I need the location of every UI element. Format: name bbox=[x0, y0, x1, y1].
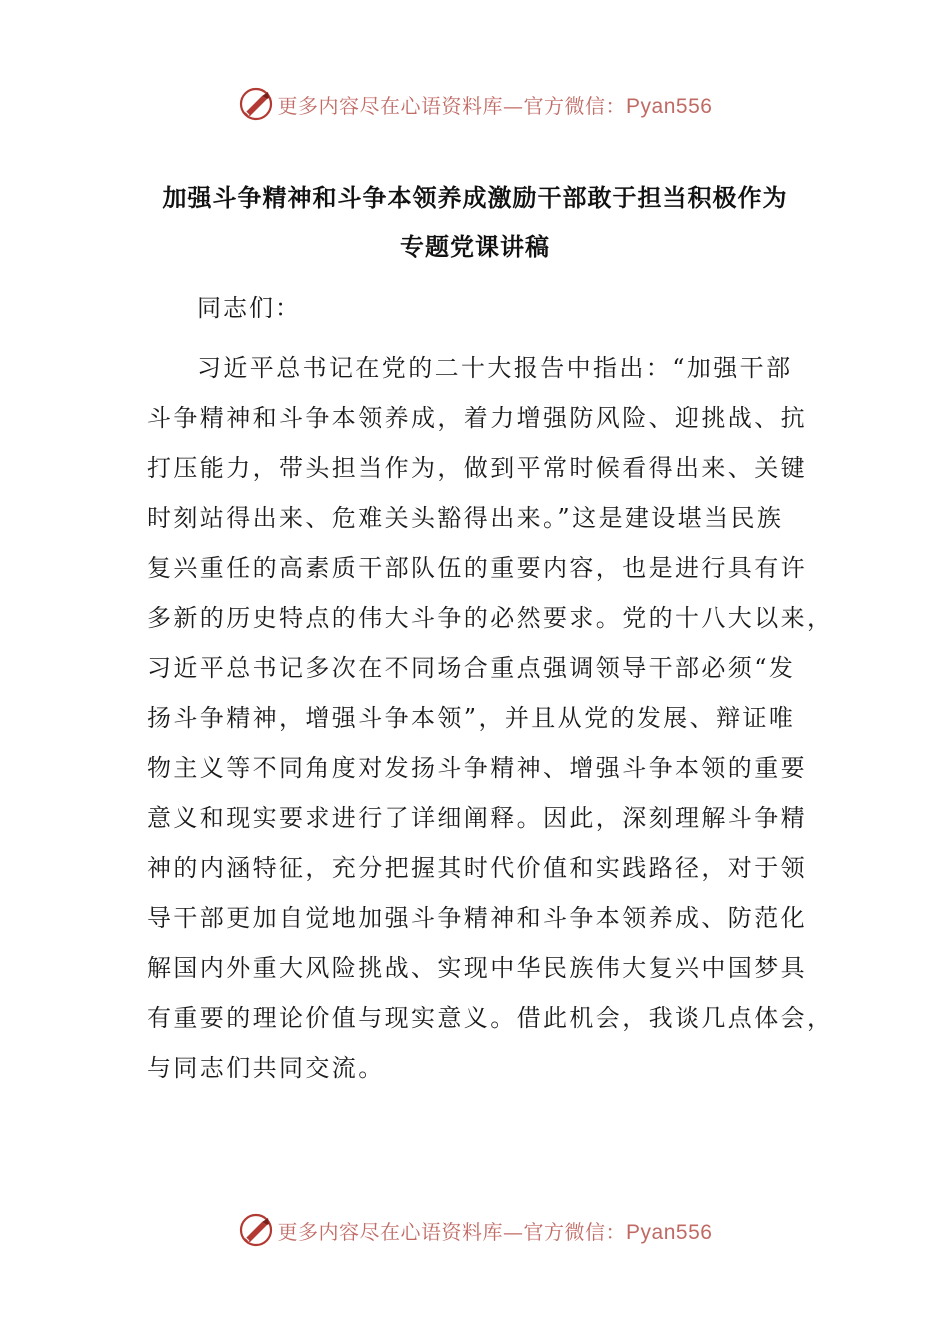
paragraph-line: 复兴重任的高素质干部队伍的重要内容，也是进行具有许 bbox=[147, 554, 807, 582]
watermark-header bbox=[0, 84, 950, 124]
watermark-text-cn: 更多内容尽在心语资料库—官方微信： bbox=[277, 1219, 627, 1244]
watermark-text-cn: 更多内容尽在心语资料库—官方微信： bbox=[277, 93, 627, 118]
paragraph-line: 习近平总书记多次在不同场合重点强调领导干部必须“发 bbox=[147, 654, 796, 682]
document-title-line-2: 专题党课讲稿 bbox=[400, 233, 550, 261]
watermark-wechat-id: Pyan556 bbox=[626, 94, 713, 118]
paragraph-line: 多新的历史特点的伟大斗争的必然要求。党的十八大以来， bbox=[147, 604, 834, 632]
watermark-text bbox=[278, 90, 713, 119]
paragraph-line: 意义和现实要求进行了详细阐释。因此，深刻理解斗争精 bbox=[147, 804, 807, 832]
paragraph-line: 有重要的理论价值与现实意义。借此机会，我谈几点体会， bbox=[147, 1004, 834, 1032]
paragraph-line: 时刻站得出来、危难关头豁得出来。”这是建设堪当民族 bbox=[147, 504, 784, 532]
paragraph-line: 神的内涵特征，充分把握其时代价值和实践路径，对于领 bbox=[147, 854, 807, 882]
document-title-line-1: 加强斗争精神和斗争本领养成激励干部敢于担当积极作为 bbox=[162, 184, 788, 212]
body-paragraph bbox=[147, 348, 834, 1098]
paragraph-line: 物主义等不同角度对发扬斗争精神、增强斗争本领的重要 bbox=[147, 754, 807, 782]
paragraph-line: 打压能力，带头担当作为，做到平常时候看得出来、关键 bbox=[147, 454, 807, 482]
watermark-footer bbox=[0, 1210, 950, 1250]
watermark-wechat-id: Pyan556 bbox=[626, 1220, 713, 1244]
paragraph-line: 与同志们共同交流。 bbox=[147, 1054, 385, 1082]
paragraph-line: 扬斗争精神，增强斗争本领”，并且从党的发展、辩证唯 bbox=[147, 704, 796, 732]
paragraph-line: 习近平总书记在党的二十大报告中指出：“加强干部 bbox=[197, 354, 793, 382]
paragraph-line: 斗争精神和斗争本领养成，着力增强防风险、迎挑战、抗 bbox=[147, 404, 807, 432]
salutation: 同志们： bbox=[197, 294, 301, 322]
paragraph-line: 导干部更加自觉地加强斗争精神和斗争本领养成、防范化 bbox=[147, 904, 807, 932]
paragraph-line: 解国内外重大风险挑战、实现中华民族伟大复兴中国梦具 bbox=[147, 954, 807, 982]
watermark-text bbox=[278, 1216, 713, 1245]
pen-nib-logo-icon bbox=[238, 86, 274, 122]
pen-nib-logo-icon bbox=[238, 1212, 274, 1248]
